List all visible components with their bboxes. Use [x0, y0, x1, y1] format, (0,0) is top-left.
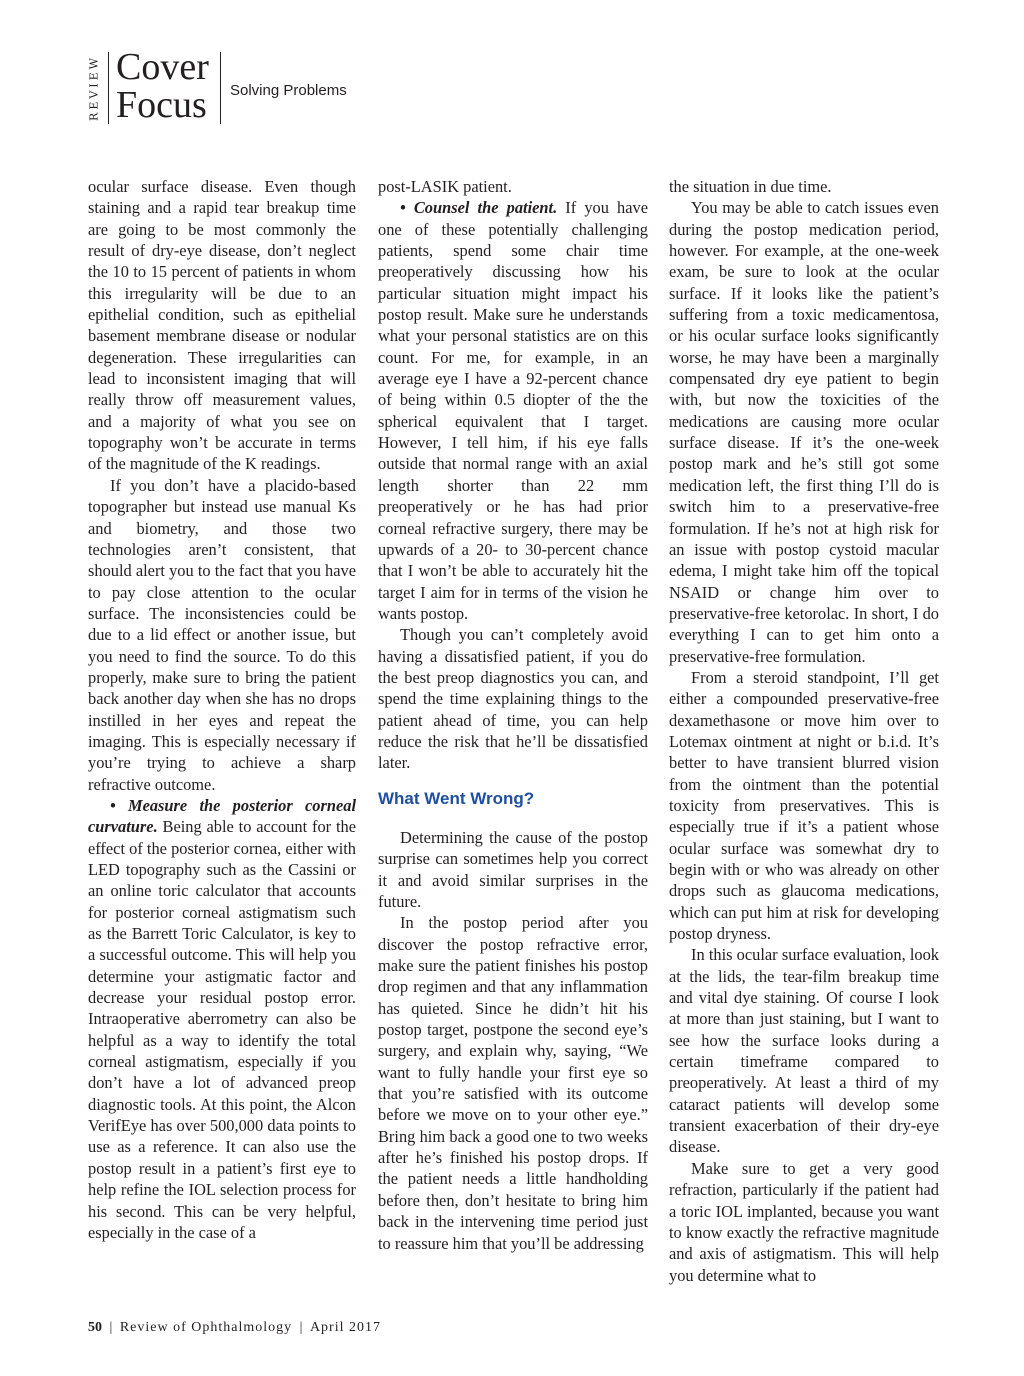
article-column-3	[669, 176, 939, 1286]
col1-paragraph-3	[88, 795, 356, 1243]
article-column-1	[88, 176, 356, 1243]
col1-paragraph-3-body: Being able to account for the effect of the posterior cornea, either with LED topography such as the Cassini or an online toric calculator that accounts for posterior corneal astigmatism such as the Barrett Toric Calculator, is key to a successful outcome. This will help you determine your astigmatic factor and decrease your residual postop error. Intraoperative aberrometry can also be helpful as a way to identify the total corneal astigmatism, especially if you don’t have a lot of advanced preop diagnostic tools. At this point, the Alcon VerifEye has over 500,000 data points to use as a reference. It can also use the postop result in a patient’s first eye to help refine the IOL selection process for his second. This can be very helpful, especially in the case of a	[88, 817, 356, 1242]
col1-paragraph-2: If you don’t have a placido-based topographer but instead use manual Ks and biometry, and those two technologies aren’t consistent, that should alert you to the fact that you have to pay close attention to the ocular surface. The inconsistencies could be due to a lid effect or another issue, but you need to find the source. To do this properly, make sure to bring the patient back another day when she has no drops instilled in her eyes and repeat the imaging. This is especially necessary if you’re trying to achieve a sharp refractive outcome.	[88, 475, 356, 794]
section-label: Solving Problems	[230, 82, 347, 99]
cover-title-line1: Cover	[116, 46, 209, 88]
col2-paragraph-4: Determining the cause of the postop surprise can sometimes help you correct it and avoid similar surprises in the future.	[378, 827, 648, 911]
col2-paragraph-2	[378, 197, 648, 624]
col1-paragraph-1: ocular surface disease. Even though staining and a rapid tear breakup time are going to be most commonly the result of dry-eye disease, don’t neglect the 10 to 15 percent of patients in whom this irregularity will be due to an epithelial condition, such as epithelial basement membrane disease or nodular degeneration. These irregularities can lead to inconsistent imaging that will really throw off measurement values, and a majority of what you see on topography won’t be accurate in terms of the magnitude of the K readings.	[88, 177, 356, 474]
page-footer	[88, 1320, 381, 1336]
review-vertical-label	[82, 48, 106, 128]
page-number: 50	[88, 1320, 102, 1335]
issue-date: April 2017	[309, 1320, 381, 1335]
article-column-2	[378, 176, 648, 1254]
col1-bullet-lead: • Measure the posterior corneal curvature.	[88, 795, 356, 837]
cover-focus-title	[116, 48, 209, 124]
col2-paragraph-1: post-LASIK patient.	[378, 177, 512, 196]
col2-bullet-lead: • Counsel the patient.	[400, 198, 558, 218]
section-subhead: What Went Wrong?	[378, 788, 535, 808]
col3-paragraph-5: Make sure to get a very good refraction, particularly if the patient had a toric IOL implanted, because you want to know exactly the refractive magnitude and axis of astigmatism. This will help you determine what to	[669, 1158, 939, 1285]
col3-paragraph-1: the situation in due time.	[669, 177, 832, 196]
col3-paragraph-3: From a steroid standpoint, I’ll get either a compounded preservative-free dexamethasone or move him over to Lotemax ointment at night or b.i.d. It’s better to have transient blurred vision from the ointment than the potential toxicity from preservatives. This is especially true if it’s a patient whose ocular surface was somewhat dry to begin with or who was already on other drops such as glaucoma medications, which can put him at risk for developing postop dryness.	[669, 667, 939, 944]
footer-separator-1: |	[109, 1320, 113, 1335]
footer-separator-2: |	[299, 1320, 303, 1335]
header-divider-right	[220, 52, 221, 124]
magazine-name: Review of Ophthalmology	[119, 1320, 293, 1335]
col2-paragraph-2-body: If you have one of these potentially challenging patients, spend some chair time preoperatively discussing how his particular situation might impact his postop result. Make sure he understands what your personal statistics are on this count. For me, for example, in an average eye I have a 92-percent chance of being within 0.5 diopter of the the spherical equivalent that I target. However, I tell him, if his eye falls outside that normal range with an axial length shorter than 22 mm preoperatively or he has had prior corneal refractive surgery, there may be upwards of a 20- to 30-percent chance that I won’t be able to accurately hit the target I aim for in terms of the vision he wants postop.	[378, 198, 648, 623]
review-label-text: REVIEW	[87, 55, 101, 121]
col3-paragraph-2: You may be able to catch issues even during the postop medication period, however. For example, at the one-week exam, be sure to look at the ocular surface. If it looks like the patient’s suffering from a toxic medicamentosa, or his ocular surface looks significantly worse, he may have been a marginally compensated dry eye patient to begin with, but now the toxicities of the medications are causing more ocular surface disease. If it’s the one-week postop mark and he’s still got some medication left, the first thing I’ll do is switch him to a preservative-free formulation. If he’s not at high risk for an issue with postop cystoid macular edema, I might take him off the topical NSAID or change him over to preservative-free ketorolac. In short, I do everything I can to get him onto a preservative-free formulation.	[669, 198, 939, 666]
col2-paragraph-3: Though you can’t completely avoid having a dissatisfied patient, if you do the best preop diagnostics you can, and spend the time explaining things to the patient ahead of time, you can help reduce the risk that he’ll be dissatisfied later.	[378, 625, 648, 773]
header-divider-left	[108, 52, 109, 124]
cover-title-line2: Focus	[116, 84, 207, 126]
col2-paragraph-5: In the postop period after you discover the postop refractive error, make sure the patient finishes his postop drop regimen and that any inflammation has quieted. Since he didn’t hit his postop target, postpone the second eye’s surgery, and explain why, saying, “We want to fully handle your first eye so that you’re satisfied with its outcome before we move on to your other eye.” Bring him back a good one to two weeks after he’s finished his postop drops. If the patient needs a little handholding before then, don’t hesitate to bring him back in the intervening time period just to reassure him that you’ll be addressing	[378, 913, 648, 1253]
col3-paragraph-4: In this ocular surface evaluation, look at the lids, the tear-film breakup time and vital dye staining. Of course I look at more than just staining, but I want to see how the surface looks during a certain timeframe compared to preoperatively. At least a third of my cataract patients will develop some transient exacerbation of their dry-eye disease.	[669, 945, 939, 1157]
